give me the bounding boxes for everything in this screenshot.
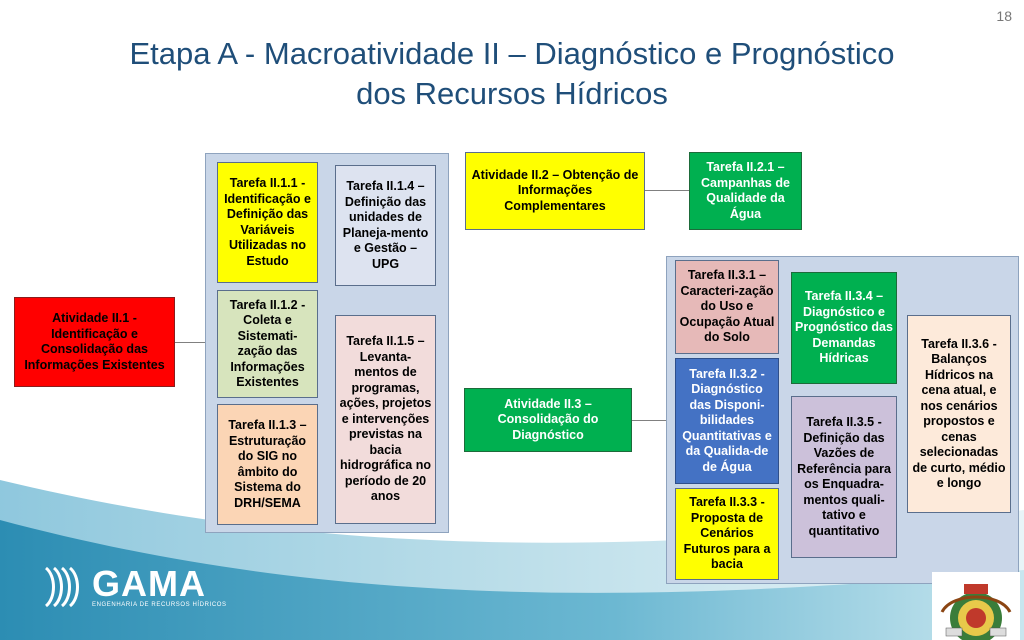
gama-logo xyxy=(42,563,227,608)
tarefa-ii-1-4-box: Tarefa II.1.4 – Definição das unidades de Planeja-mento e Gestão – UPG xyxy=(335,165,436,286)
tarefa-ii-3-1-box: Tarefa II.3.1 – Caracteri-zação do Uso e Ocupação Atual do Solo xyxy=(675,260,779,354)
logo-name: GAMA xyxy=(92,563,206,604)
title-line-2: dos Recursos Hídricos xyxy=(356,76,668,111)
title-line-1: Etapa A - Macroatividade II – Diagnóstico e Prognóstico xyxy=(129,36,895,71)
connector-ativ-ii-2 xyxy=(645,190,689,191)
logo-subtitle: ENGENHARIA DE RECURSOS HÍDRICOS xyxy=(92,602,227,608)
atividade-ii-1-box: Atividade II.1 - Identificação e Consolidação das Informações Existentes xyxy=(14,297,175,387)
atividade-ii-3-box: Atividade II.3 – Consolidação do Diagnóstico xyxy=(464,388,632,452)
tarefa-ii-3-2-box: Tarefa II.3.2 - Diagnóstico das Disponi-bilidades Quantitativas e da Qualida-de de Água xyxy=(675,358,779,484)
connector-ativ-ii-3 xyxy=(632,420,666,421)
slide-number: 18 xyxy=(996,8,1012,24)
tarefa-ii-3-3-box: Tarefa II.3.3 - Proposta de Cenários Futuros para a bacia xyxy=(675,488,779,580)
tarefa-ii-1-3-box: Tarefa II.1.3 – Estruturação do SIG no âmbito do Sistema do DRH/SEMA xyxy=(217,404,318,525)
tarefa-ii-3-5-box: Tarefa II.3.5 - Definição das Vazões de Referência para os Enquadra-mentos quali-tativo e quantitativo xyxy=(791,396,897,558)
atividade-ii-2-box: Atividade II.2 – Obtenção de Informações Complementares xyxy=(465,152,645,230)
tarefa-ii-1-5-box: Tarefa II.1.5 – Levanta-mentos de programas, ações, projetos e intervenções previstas na bacia hidrográfica no período de 20 anos xyxy=(335,315,436,524)
coat-of-arms-icon xyxy=(932,572,1020,640)
tarefa-ii-3-4-box: Tarefa II.3.4 – Diagnóstico e Prognóstico das Demandas Hídricas xyxy=(791,272,897,384)
tarefa-ii-1-2-box: Tarefa II.1.2 - Coleta e Sistemati-zação das Informações Existentes xyxy=(217,290,318,398)
gama-logo-icon xyxy=(42,566,86,608)
tarefa-ii-1-1-box: Tarefa II.1.1 - Identificação e Definição das Variáveis Utilizadas no Estudo xyxy=(217,162,318,283)
slide-title xyxy=(0,34,1024,114)
tarefa-ii-3-6-box: Tarefa II.3.6 - Balanços Hídricos na cena atual, e nos cenários propostos e cenas selecionadas de curto, médio e longo xyxy=(907,315,1011,513)
tarefa-ii-2-1-box: Tarefa II.2.1 – Campanhas de Qualidade da Água xyxy=(689,152,802,230)
connector-ativ-ii-1 xyxy=(175,342,205,343)
